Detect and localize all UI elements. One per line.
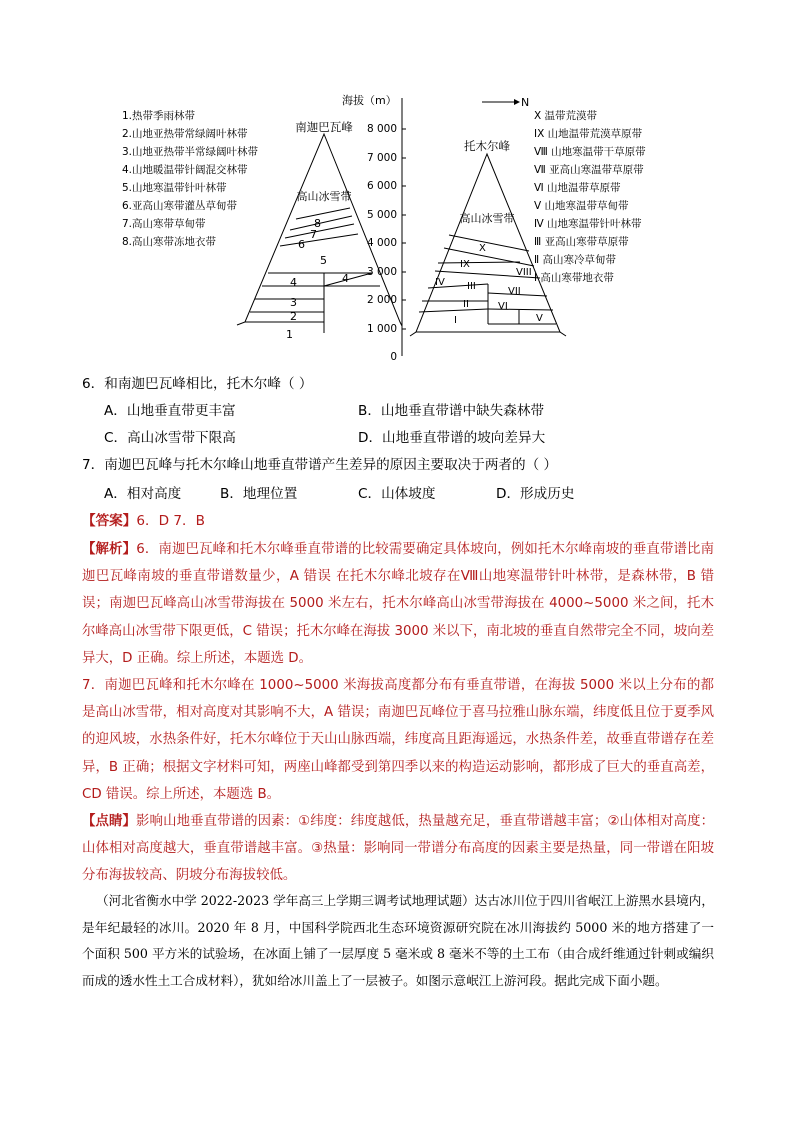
q7-option-a[interactable]: A．相对高度 [104,486,182,502]
q6-option-d[interactable]: D．山地垂直带谱的坡向差异大 [358,430,546,446]
tick: 1 000 [366,323,397,335]
right-zone: I [454,315,457,326]
q7-option-d[interactable]: D．形成历史 [496,486,575,502]
right-snow-label: 高山冰雪带 [459,212,515,225]
north-label: N [521,96,530,109]
analysis-text-7: 7．南迦巴瓦峰和托木尔峰在 1000~5000 米海拔高度都分布有垂直带谱，在海拔 5000 米以上分布的都是高山冰雪带，相对高度对其影响不大，A 错误；南迦巴瓦峰位于喜马拉雅山脉东端，纬度低且位于夏季风的迎风坡，水热条件好，托木尔峰位于天山山脉西端，纬度高且距海遥远，水热条件差，故垂直带谱存在差异，B 正确；根据文字材料可知，两座山峰都受到第四季以来的构造运动影响，都形成了巨大的垂直高差，CD 错误。综上所述，本题选 B。 [82,678,714,802]
right-legend-item: IX 山地温带荒漠草原带 [534,128,643,140]
right-legend-item: Ⅴ 山地寒温带草甸带 [534,200,629,212]
right-legend-item: Ⅷ 山地寒温带干草原带 [534,146,646,158]
left-zone-1: 1 [286,328,293,341]
q6-option-c[interactable]: C．高山冰雪带下限高 [104,430,236,446]
left-zone-3: 3 [290,296,297,309]
q6-option-a[interactable]: A．山地垂直带更丰富 [104,403,236,419]
point-text: 影响山地垂直带谱的因素：①纬度：纬度越低，热量越充足，垂直带谱越丰富；②山体相对高度：山体相对高度越大，垂直带谱越丰富。③热量：影响同一带谱分布高度的因素主要是热量，同一带谱在阳坡分布海拔较高、阴坡分布海拔较低。 [82,814,715,884]
right-legend-item: Ⅳ 山地寒温带针叶林带 [534,218,642,230]
left-peak-name: 南迦巴瓦峰 [295,120,353,134]
tick: 2 000 [366,294,397,306]
right-zone: VII [508,286,521,297]
right-legend-item: Ⅰ 高山寒带地衣带 [534,272,614,284]
analysis-text-6: 6．南迦巴瓦峰和托木尔峰垂直带谱的比较需要确定具体坡向，例如托木尔峰南坡的垂直带谱比南迦巴瓦峰南坡的垂直带谱数量少，A 错误 在托木尔峰北坡存在Ⅷ山地寒温带针叶林带，是森林带，B 错误；南迦巴瓦峰高山冰雪带海拔在 5000 米左右，托木尔峰高山冰雪带海拔在 4000~5000 米之间，托木尔峰高山冰雪带下限更低，C 错误；托木尔峰在海拔 3000 米以下，南北坡的垂直自然带完全不同，坡向差异大，D 正确。综上所述，本题选 D。 [82,542,714,666]
right-zone: IV [435,277,445,288]
left-legend-item: 2.山地亚热带常绿阔叶林带 [122,128,248,140]
analysis-paragraph-6 [82,536,714,672]
left-zone-8: 8 [314,217,321,230]
left-zone-2: 2 [290,310,297,323]
left-legend [122,109,259,248]
point-tag: 【点睛】 [82,814,137,829]
right-zone: II [463,299,469,310]
right-legend-item: X 温带荒漠带 [534,110,598,122]
question-7-stem: 7．南迦巴瓦峰与托木尔峰山地垂直带谱产生差异的原因主要取决于两者的（ ） [82,457,558,473]
right-zone: X [479,243,486,254]
analysis-tag: 【解析】 [82,542,137,557]
right-legend-item: Ⅱ 高山寒冷草甸带 [534,254,617,266]
tick: 7 000 [366,152,397,164]
right-legend-item: Ⅲ 亚高山寒带草原带 [534,236,629,248]
point-paragraph [82,808,714,890]
right-legend [534,109,646,284]
left-legend-item: 3.山地亚热带半常绿阔叶林带 [122,146,259,158]
north-arrow-icon [482,99,520,105]
right-zone: V [536,313,543,324]
left-legend-item: 1.热带季雨林带 [122,110,196,122]
left-zone-4a: 4 [290,276,297,289]
right-zone: III [467,281,476,292]
left-legend-item: 4.山地暖温带针阔混交林带 [122,164,248,176]
left-zone-5: 5 [320,254,327,267]
axis-title: 海拔（m） [342,94,397,107]
analysis-paragraph-7 [82,672,714,808]
right-zone-numbers [435,243,543,326]
right-legend-item: Ⅵ 山地温带草原带 [534,182,621,194]
tick: 0 [390,351,397,363]
left-zone-6: 6 [298,238,305,251]
answer-line [82,511,205,531]
question-6-stem: 6．和南迦巴瓦峰相比，托木尔峰（ ） [82,376,313,392]
axis-ticks [367,123,397,363]
q7-option-c[interactable]: C．山体坡度 [358,486,436,502]
tick: 4 000 [366,237,397,249]
left-zone-7: 7 [310,228,317,241]
right-peak-name: 托木尔峰 [464,139,510,153]
left-legend-item: 8.高山寒带冻地衣带 [122,236,217,248]
tick: 5 000 [366,209,397,221]
tick: 3 000 [366,266,397,278]
right-zone: VIII [516,267,532,278]
right-legend-item: Ⅶ 亚高山寒温带草原带 [534,164,644,176]
left-snow-label: 高山冰雪带 [296,190,352,203]
next-material-paragraph: （河北省衡水中学 2022-2023 学年高三上学期三调考试地理试题）达古冰川位于四川省岷江上游黑水县境内，是年纪最轻的冰川。2020 年 8 月，中国科学院西北生态环境资源研究院在冰川海拔约 5000 米的地方搭建了一个面积 500 平方米的试验场，在冰面上铺了一层厚度 5 毫米或 8 毫米不等的土工布（由合成纤维通过针刺或编织而成的透水性土工合成材料），犹如给冰川盖上了一层被子。如图示意岷江上游河段。据此完成下面小题。 [82,893,714,988]
tick: 8 000 [366,123,397,135]
vertical-zonation-figure [110,88,710,378]
answer-text: 6．D 7．B [136,513,205,529]
q6-option-b[interactable]: B．山地垂直带谱中缺失森林带 [358,403,545,419]
tick: 6 000 [366,180,397,192]
left-legend-item: 7.高山寒带草甸带 [122,218,206,230]
answer-tag: 【答案】 [82,513,137,529]
right-zone: IX [460,259,470,270]
left-legend-item: 5.山地寒温带针叶林带 [122,182,227,194]
q7-option-b[interactable]: B．地理位置 [220,486,298,502]
left-legend-item: 6.亚高山寒带灌丛草甸带 [122,200,238,212]
right-zone: VI [498,301,508,312]
left-zone-4b: 4 [342,272,349,285]
